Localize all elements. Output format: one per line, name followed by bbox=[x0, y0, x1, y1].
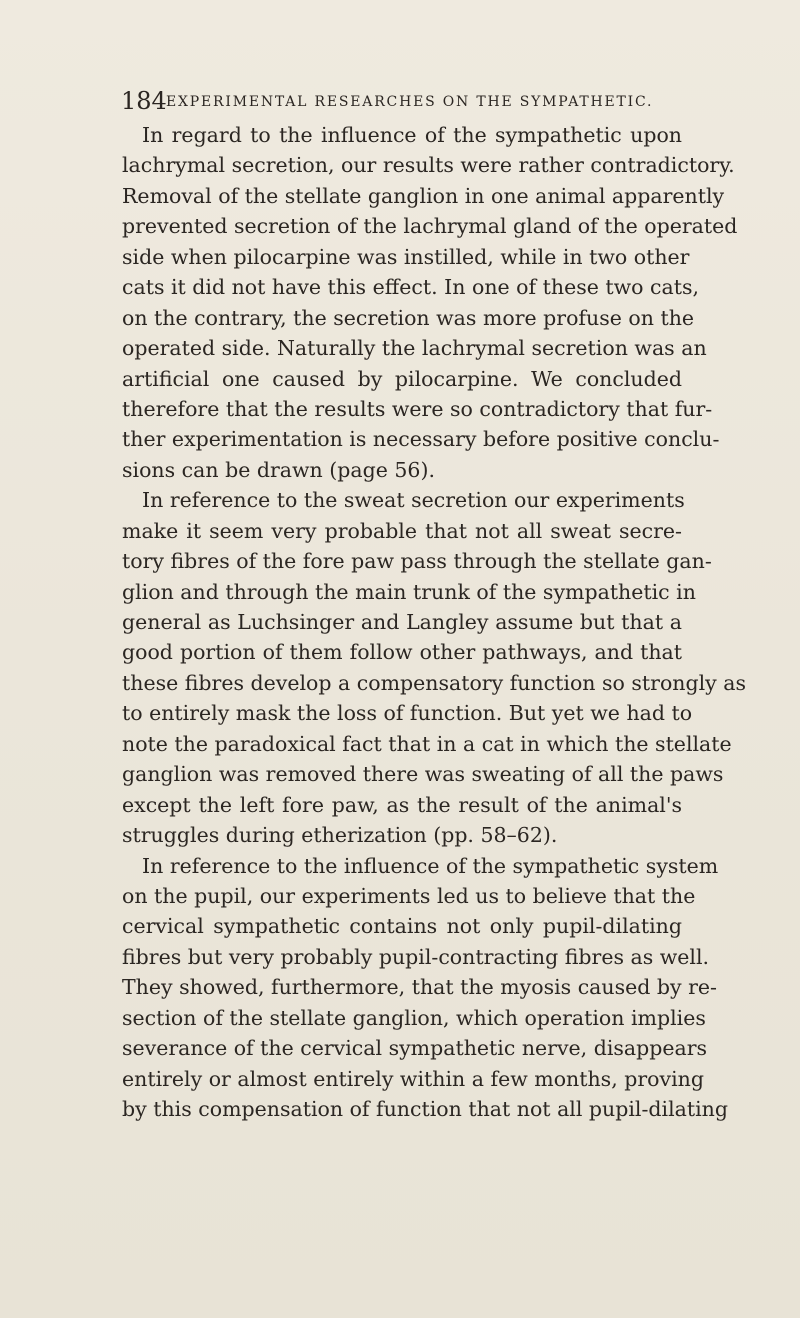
text-line: cats it did not have this effect. In one of these two cats, bbox=[122, 275, 699, 300]
text-line: except the left fore paw, as the result of the animal's bbox=[122, 792, 682, 817]
text-line: They showed, furthermore, that the myosis caused by re- bbox=[122, 975, 717, 1000]
paragraph-first-line: In regard to the influence of the sympathetic upon bbox=[142, 123, 682, 147]
text-line: therefore that the results were so contradictory that fur- bbox=[122, 396, 713, 421]
text-line: good portion of them follow other pathways, and that bbox=[122, 640, 682, 665]
text-line: fibres but very probably pupil-contracting fibres as well. bbox=[122, 944, 710, 969]
text-line: lachrymal secretion, our results were rather contradictory. bbox=[122, 153, 735, 178]
text-line: prevented secretion of the lachrymal gland of the operated bbox=[122, 214, 738, 239]
text-line: on the contrary, the secretion was more profuse on the bbox=[122, 305, 695, 330]
text-line: cervical sympathetic contains not only pupil-dilating bbox=[122, 914, 682, 939]
paragraph-last-line: sions can be drawn (page 56). bbox=[122, 457, 435, 482]
text-line: side when pilocarpine was instilled, while in two other bbox=[122, 244, 690, 269]
text-line: entirely or almost entirely within a few months, proving bbox=[122, 1066, 704, 1091]
body-text bbox=[122, 120, 747, 1124]
text-line: make it seem very probable that not all sweat secre- bbox=[122, 518, 682, 543]
text-line: note the paradoxical fact that in a cat in which the stellate bbox=[122, 731, 732, 756]
text-line: glion and through the main trunk of the sympathetic in bbox=[122, 579, 696, 604]
paragraph-last-line: struggles during etherization (pp. 58–62). bbox=[122, 823, 558, 848]
text-line: severance of the cervical sympathetic nerve, disappears bbox=[122, 1036, 708, 1061]
running-head bbox=[121, 86, 701, 116]
paragraph-first-line: In reference to the sweat secretion our experiments bbox=[142, 488, 685, 513]
text-line: artificial one caused by pilocarpine. We concluded bbox=[122, 366, 682, 391]
text-line: ther experimentation is necessary before positive conclu- bbox=[122, 427, 720, 452]
text-line: tory fibres of the fore paw pass through the stellate gan- bbox=[122, 549, 712, 574]
text-line: these fibres develop a compensatory function so strongly as bbox=[122, 670, 747, 695]
running-title: EXPERIMENTAL RESEARCHES ON THE SYMPATHETIC. bbox=[166, 94, 654, 110]
text-line: operated side. Naturally the lachrymal secretion was an bbox=[122, 336, 707, 361]
text-line: Removal of the stellate ganglion in one animal apparently bbox=[122, 183, 725, 208]
paragraph-first-line: In reference to the influence of the sympathetic system bbox=[142, 853, 719, 878]
text-line: general as Luchsinger and Langley assume but that a bbox=[122, 610, 682, 634]
text-line: to entirely mask the loss of function. But yet we had to bbox=[122, 701, 693, 726]
page-number: 184 bbox=[121, 87, 167, 115]
text-line: on the pupil, our experiments led us to believe that the bbox=[122, 883, 696, 908]
text-line: section of the stellate ganglion, which operation implies bbox=[122, 1005, 706, 1030]
text-line: by this compensation of function that not all pupil-dilating bbox=[122, 1097, 728, 1121]
text-line: ganglion was removed there was sweating of all the paws bbox=[122, 762, 724, 787]
